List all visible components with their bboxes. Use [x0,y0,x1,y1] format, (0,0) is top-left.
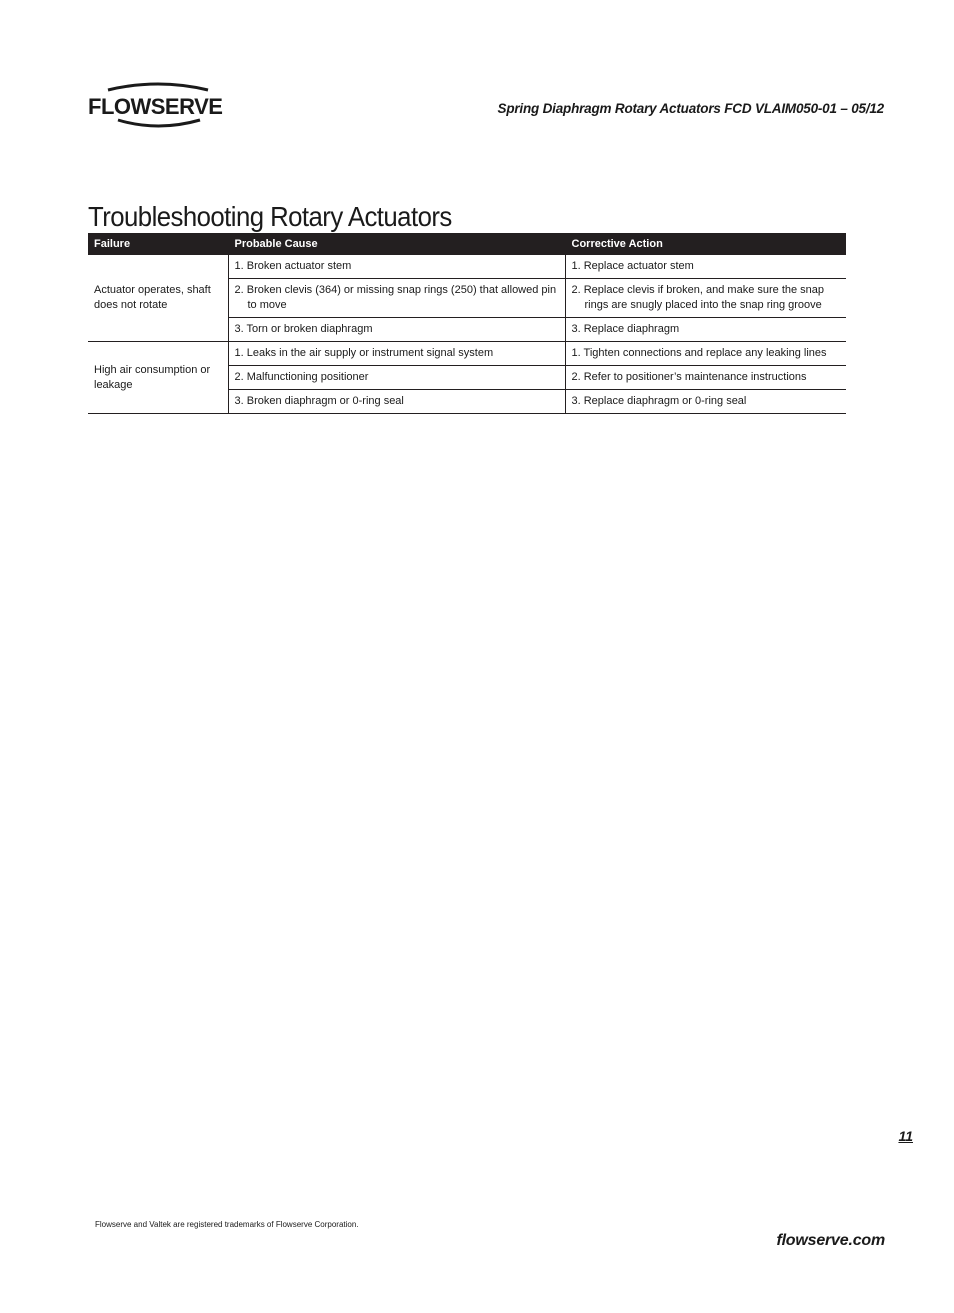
document-reference: Spring Diaphragm Rotary Actuators FCD VLAIM050-01 – 05/12 [497,101,884,116]
failure-cell: High air consumption or leakage [88,342,228,414]
cause-cell: 3. Broken diaphragm or 0-ring seal [228,390,565,414]
header-failure: Failure [88,233,228,255]
cause-cell: 2. Malfunctioning positioner [228,366,565,390]
logo-wordmark: FLOWSERVE [88,94,223,119]
header-probable-cause: Probable Cause [228,233,565,255]
cause-cell: 1. Broken actuator stem [228,255,565,279]
page-number: 11 [898,1128,913,1144]
action-cell: 2. Refer to positioner’s maintenance instructions [565,366,846,390]
cause-cell: 3. Torn or broken diaphragm [228,318,565,342]
failure-cell: Actuator operates, shaft does not rotate [88,255,228,342]
header-corrective-action: Corrective Action [565,233,846,255]
action-cell: 2. Replace clevis if broken, and make sure the snap rings are snugly placed into the snap ring groove [565,279,846,318]
action-cell: 3. Replace diaphragm or 0-ring seal [565,390,846,414]
table-header-row [88,233,846,255]
action-cell: 1. Replace actuator stem [565,255,846,279]
cause-cell: 1. Leaks in the air supply or instrument signal system [228,342,565,366]
cause-cell: 2. Broken clevis (364) or missing snap rings (250) that allowed pin to move [228,279,565,318]
action-cell: 1. Tighten connections and replace any leaking lines [565,342,846,366]
troubleshooting-table [88,233,846,414]
flowserve-logo [88,82,228,130]
action-cell: 3. Replace diaphragm [565,318,846,342]
table-row [88,255,846,279]
website-link[interactable]: flowserve.com [776,1232,885,1249]
table-row [88,342,846,366]
page-title: Troubleshooting Rotary Actuators [88,200,452,232]
trademark-notice: Flowserve and Valtek are registered trademarks of Flowserve Corporation. [95,1220,359,1229]
